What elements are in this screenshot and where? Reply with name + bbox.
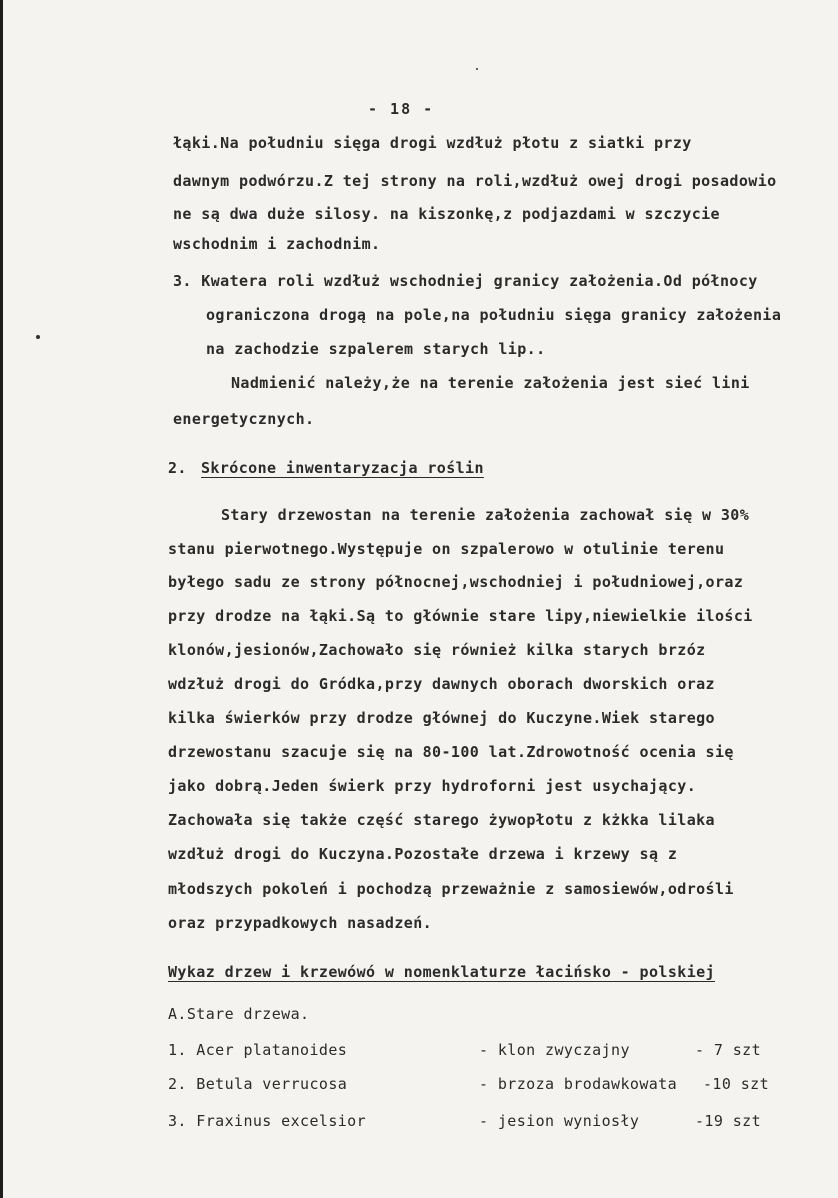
para2-line: ograniczona drogą na pole,na południu sięga granicy założenia — [206, 306, 782, 324]
para4-line: przy drodze na łąki.Są to głównie stare lipy,niewielkie ilości — [168, 607, 753, 625]
list-item-latin: 2. Betula verrucosa — [168, 1075, 348, 1093]
list-subheading: A.Stare drzewa. — [168, 1005, 310, 1023]
para1-line: łąki.Na południu sięga drogi wzdłuż płotu z siatki przy — [173, 134, 692, 152]
para4-line: jako dobrą.Jeden świerk przy hydroforni jest usychający. — [168, 777, 697, 795]
para3-line: energetycznych. — [173, 410, 315, 428]
list-item-latin: 3. Fraxinus excelsior — [168, 1112, 367, 1130]
section-title: Skrócone inwentaryzacja roślin — [201, 459, 484, 477]
para1-line: dawnym podwórzu.Z tej strony na roli,wzdłuż owej drogi posadowio — [173, 172, 777, 190]
list-item-polish: - klon zwyczajny — [479, 1041, 630, 1059]
scan-mark — [36, 335, 40, 339]
para2-line: 3. Kwatera roli wzdłuż wschodniej granicy założenia.Od północy — [173, 272, 758, 290]
para3-line: Nadmienić należy,że na terenie założenia jest sieć lini — [231, 374, 750, 392]
para4-line: wdzłuż drogi do Gródka,przy dawnych oborach dworskich oraz — [168, 675, 715, 693]
para2-line: na zachodzie szpalerem starych lip.. — [206, 340, 546, 358]
list-item-latin: 1. Acer platanoides — [168, 1041, 348, 1059]
para1-line: wschodnim i zachodnim. — [173, 235, 381, 253]
para4-line: oraz przypadkowych nasadzeń. — [168, 914, 433, 932]
para4-line: wzdłuż drogi do Kuczyna.Pozostałe drzewa i krzewy są z — [168, 845, 678, 863]
list-item-count: - 7 szt — [695, 1041, 762, 1059]
section-number: 2. — [168, 459, 187, 477]
para4-line: młodszych pokoleń i pochodzą przeważnie z samosiewów,odrośli — [168, 880, 734, 898]
list-heading: Wykaz drzew i krzewówó w nomenklaturze łacińsko - polskiej — [168, 963, 715, 981]
page-number: - 18 - — [368, 100, 435, 118]
para4-line: Zachowała się także część starego żywopłotu z kżkka lilaka — [168, 811, 715, 829]
list-item-count: -19 szt — [695, 1112, 762, 1130]
para4-line: stanu pierwotnego.Występuje on szpalerowo w otulinie terenu — [168, 540, 725, 558]
list-item-count: -10 szt — [703, 1075, 770, 1093]
list-item-polish: - brzoza brodawkowata — [479, 1075, 678, 1093]
para4-line: drzewostanu szacuje się na 80-100 lat.Zdrowotność ocenia się — [168, 743, 734, 761]
para4-line: byłego sadu ze strony północnej,wschodniej i południowej,oraz — [168, 573, 744, 591]
para1-line: ne są dwa duże silosy. na kiszonkę,z podjazdami w szczycie — [173, 205, 720, 223]
scan-mark — [476, 68, 478, 70]
para4-line: klonów,jesionów,Zachowało się również kilka starych brzóz — [168, 641, 706, 659]
para4-line: Stary drzewostan na terenie założenia zachował się w 30% — [221, 506, 750, 524]
list-item-polish: - jesion wyniosły — [479, 1112, 640, 1130]
para4-line: kilka świerków przy drodze głównej do Kuczyne.Wiek starego — [168, 709, 715, 727]
